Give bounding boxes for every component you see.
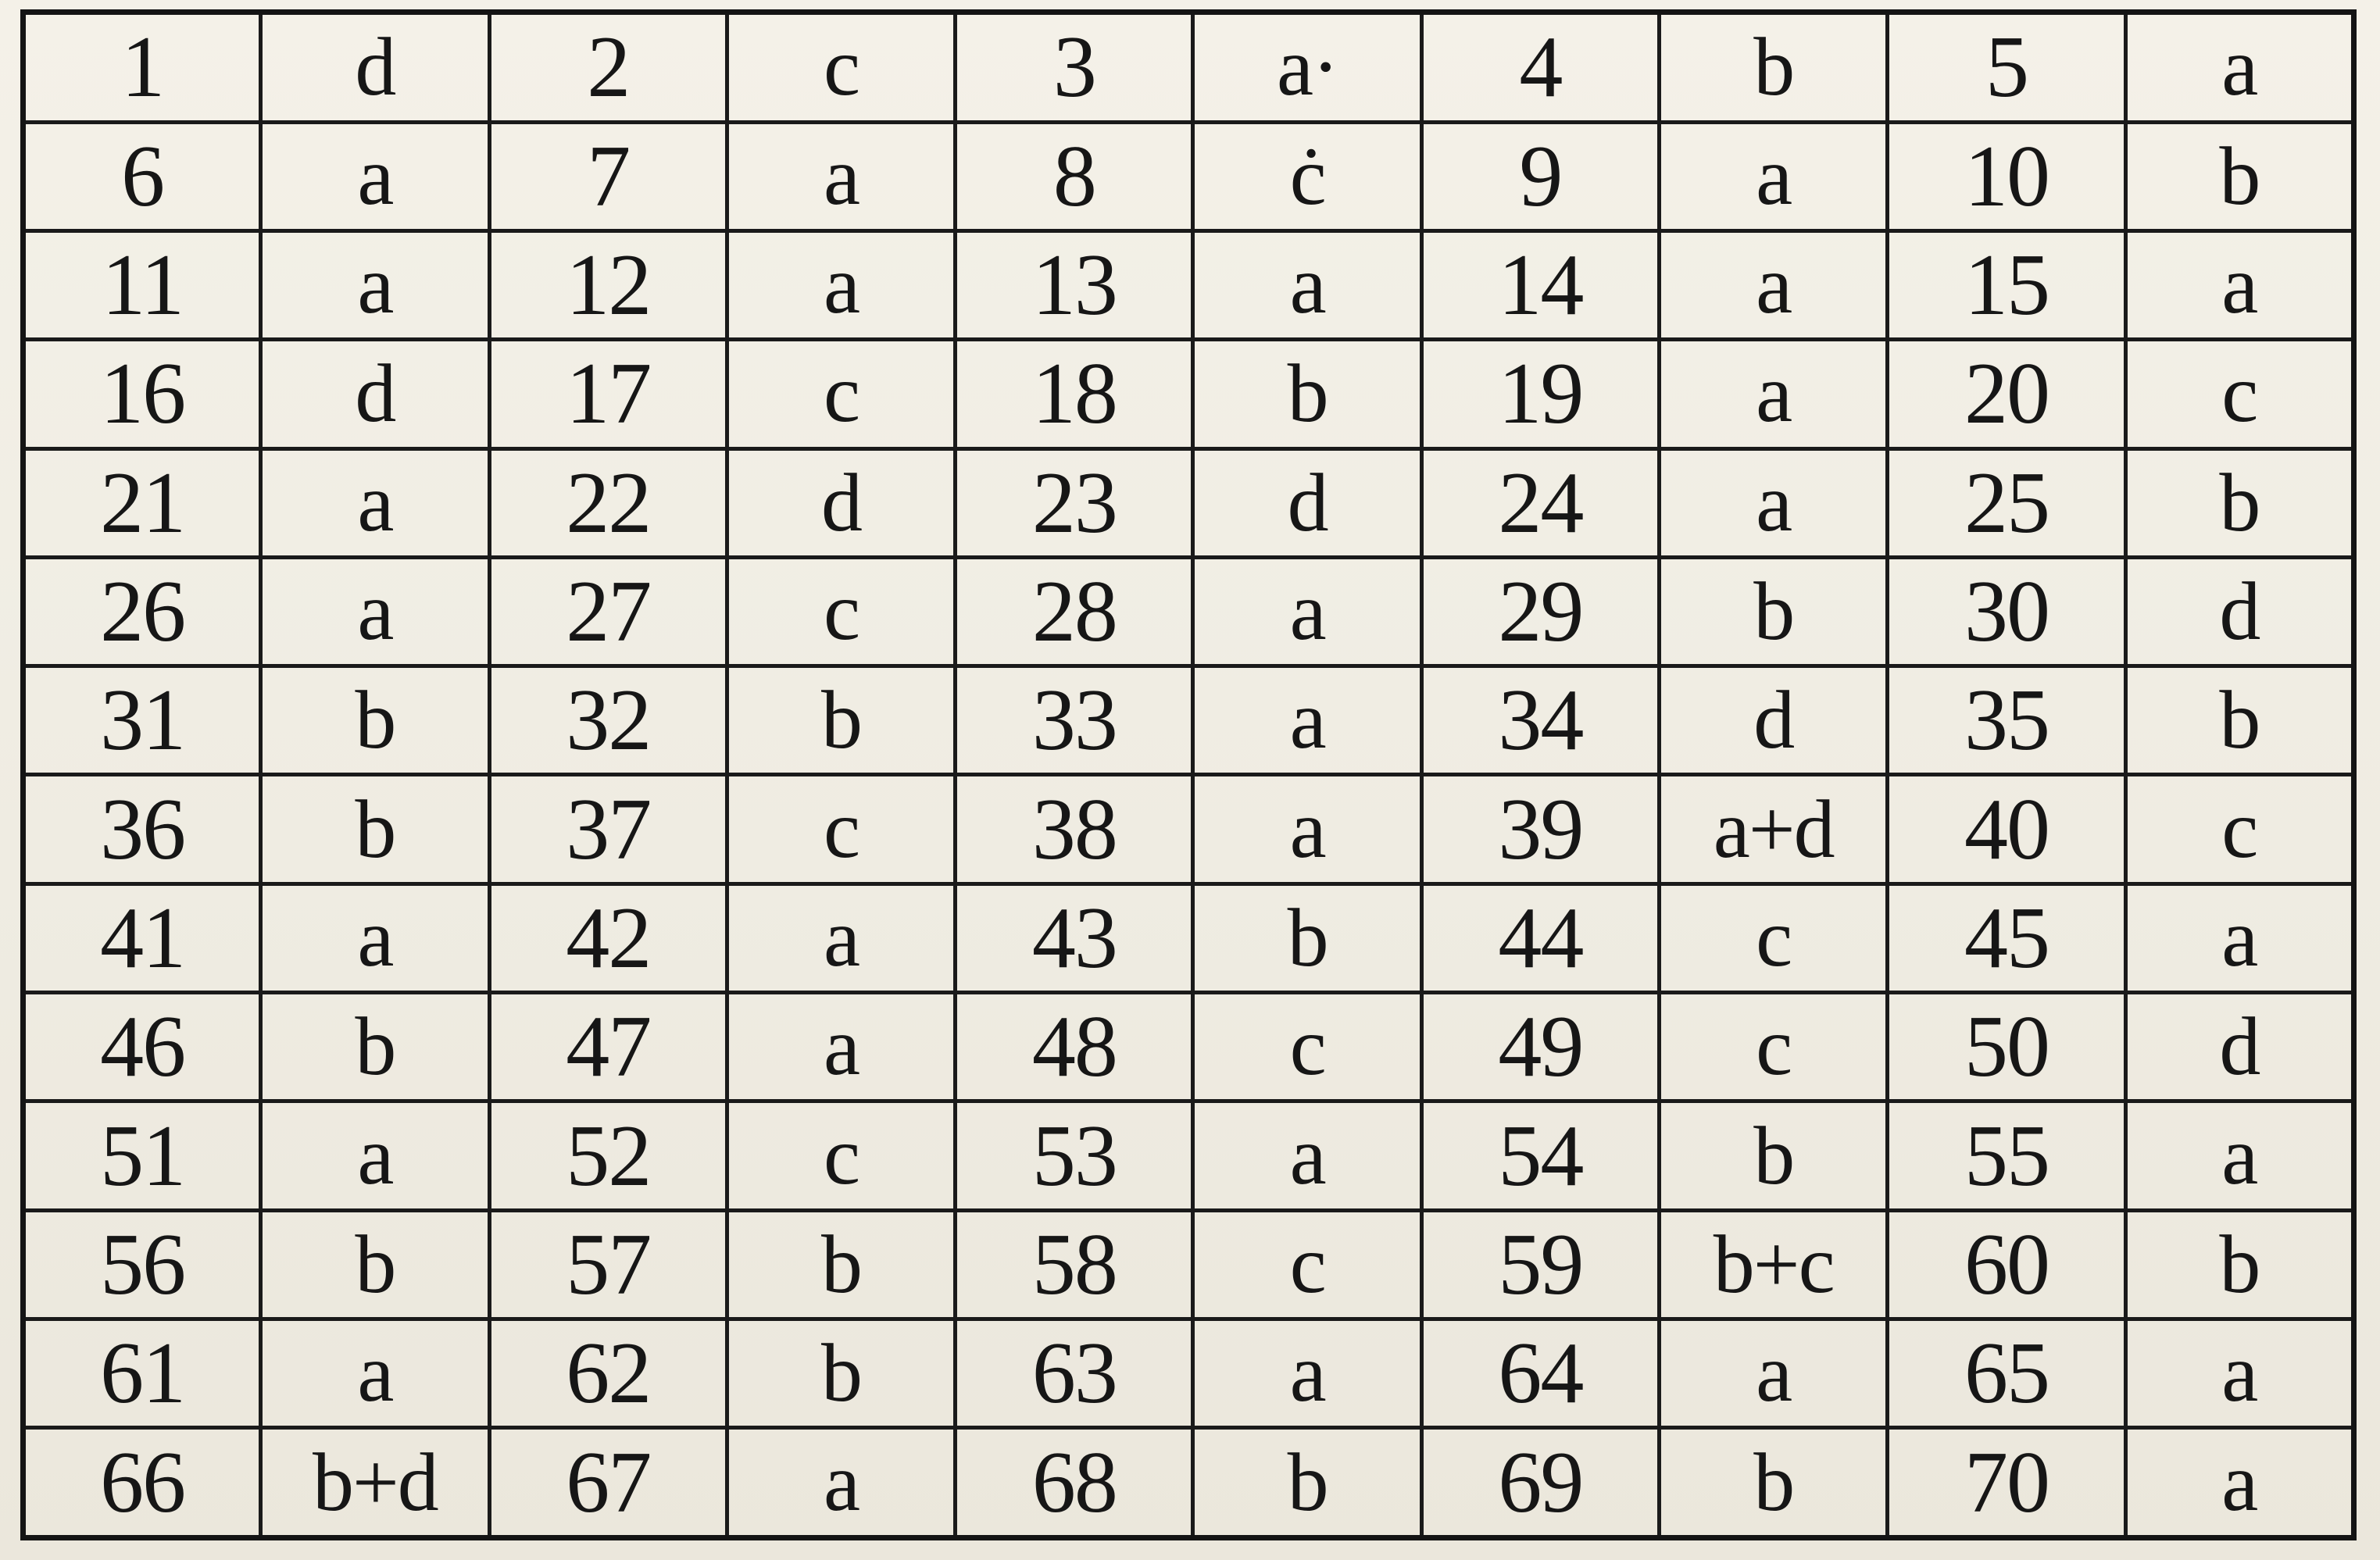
table-row <box>23 448 2354 557</box>
answer-cell: a <box>1660 1319 1888 1428</box>
answer-cell: d <box>727 448 955 557</box>
answer-cell: a <box>727 230 955 339</box>
answer-cell: a <box>261 1319 489 1428</box>
answer-cell: c <box>727 775 955 884</box>
answer-cell: a <box>261 884 489 992</box>
question-number-cell: 7 <box>489 122 727 230</box>
question-number-cell: 14 <box>1421 230 1659 339</box>
answer-cell: c <box>2125 775 2353 884</box>
question-number-cell: 65 <box>1888 1319 2125 1428</box>
question-number-cell: 10 <box>1888 122 2125 230</box>
answer-cell: a <box>1193 1319 1421 1428</box>
question-number-cell: 43 <box>956 884 1193 992</box>
question-number-cell: 33 <box>956 666 1193 775</box>
question-number-cell: 36 <box>23 775 261 884</box>
answer-cell: b <box>1193 340 1421 448</box>
question-number-cell: 63 <box>956 1319 1193 1428</box>
answer-cell: b <box>2125 1210 2353 1319</box>
answer-cell: c <box>1660 993 1888 1101</box>
answer-cell: b <box>727 1319 955 1428</box>
table-row <box>23 884 2354 992</box>
question-number-cell: 58 <box>956 1210 1193 1319</box>
question-number-cell: 24 <box>1421 448 1659 557</box>
answer-cell: a <box>1193 1101 1421 1210</box>
question-number-cell: 25 <box>1888 448 2125 557</box>
question-number-cell: 38 <box>956 775 1193 884</box>
question-number-cell: 62 <box>489 1319 727 1428</box>
answer-cell: b <box>1660 557 1888 666</box>
answer-cell: a <box>1660 122 1888 230</box>
question-number-cell: 5 <box>1888 12 2125 123</box>
answer-cell: a <box>1660 230 1888 339</box>
table-row <box>23 230 2354 339</box>
answer-cell: a <box>2125 884 2353 992</box>
question-number-cell: 45 <box>1888 884 2125 992</box>
answer-cell: b <box>1660 1428 1888 1538</box>
answer-cell: a <box>2125 1101 2353 1210</box>
table-row <box>23 1101 2354 1210</box>
question-number-cell: 68 <box>956 1428 1193 1538</box>
answer-cell: c <box>727 557 955 666</box>
answer-cell: a <box>261 230 489 339</box>
question-number-cell: 6 <box>23 122 261 230</box>
table-row <box>23 557 2354 666</box>
question-number-cell: 13 <box>956 230 1193 339</box>
answer-cell: b <box>261 1210 489 1319</box>
answer-cell: c <box>727 12 955 123</box>
question-number-cell: 48 <box>956 993 1193 1101</box>
question-number-cell: 3 <box>956 12 1193 123</box>
question-number-cell: 37 <box>489 775 727 884</box>
answer-cell: a <box>261 122 489 230</box>
question-number-cell: 40 <box>1888 775 2125 884</box>
answer-cell: b <box>2125 448 2353 557</box>
answer-cell: b <box>727 1210 955 1319</box>
answer-cell: c <box>2125 340 2353 448</box>
question-number-cell: 9 <box>1421 122 1659 230</box>
answer-cell: ċ <box>1193 122 1421 230</box>
table-row <box>23 340 2354 448</box>
question-number-cell: 53 <box>956 1101 1193 1210</box>
question-number-cell: 67 <box>489 1428 727 1538</box>
answer-cell: a <box>1660 448 1888 557</box>
answer-cell: c <box>1660 884 1888 992</box>
table-row <box>23 775 2354 884</box>
question-number-cell: 56 <box>23 1210 261 1319</box>
answer-cell: a <box>2125 1319 2353 1428</box>
table-row <box>23 1319 2354 1428</box>
table-row <box>23 12 2354 123</box>
question-number-cell: 66 <box>23 1428 261 1538</box>
question-number-cell: 46 <box>23 993 261 1101</box>
question-number-cell: 44 <box>1421 884 1659 992</box>
question-number-cell: 17 <box>489 340 727 448</box>
answer-cell: a <box>1193 666 1421 775</box>
question-number-cell: 15 <box>1888 230 2125 339</box>
answer-cell: a+d <box>1660 775 1888 884</box>
question-number-cell: 1 <box>23 12 261 123</box>
answer-cell: c <box>1193 1210 1421 1319</box>
question-number-cell: 16 <box>23 340 261 448</box>
answer-cell: a <box>2125 12 2353 123</box>
question-number-cell: 61 <box>23 1319 261 1428</box>
answer-cell: a <box>261 448 489 557</box>
question-number-cell: 29 <box>1421 557 1659 666</box>
question-number-cell: 27 <box>489 557 727 666</box>
question-number-cell: 64 <box>1421 1319 1659 1428</box>
answer-cell: a <box>1193 557 1421 666</box>
answer-cell: a <box>727 1428 955 1538</box>
answer-cell: a <box>261 1101 489 1210</box>
answer-cell: a <box>727 993 955 1101</box>
question-number-cell: 52 <box>489 1101 727 1210</box>
question-number-cell: 22 <box>489 448 727 557</box>
table-row <box>23 993 2354 1101</box>
question-number-cell: 28 <box>956 557 1193 666</box>
answer-cell: b <box>2125 666 2353 775</box>
question-number-cell: 42 <box>489 884 727 992</box>
answer-key-table <box>20 9 2357 1540</box>
answer-cell: d <box>1660 666 1888 775</box>
question-number-cell: 50 <box>1888 993 2125 1101</box>
question-number-cell: 70 <box>1888 1428 2125 1538</box>
question-number-cell: 2 <box>489 12 727 123</box>
question-number-cell: 19 <box>1421 340 1659 448</box>
answer-cell: b <box>1193 1428 1421 1538</box>
question-number-cell: 55 <box>1888 1101 2125 1210</box>
answer-cell: b+c <box>1660 1210 1888 1319</box>
question-number-cell: 20 <box>1888 340 2125 448</box>
answer-cell: d <box>261 12 489 123</box>
table-row <box>23 1428 2354 1538</box>
answer-cell: b <box>261 666 489 775</box>
question-number-cell: 32 <box>489 666 727 775</box>
question-number-cell: 12 <box>489 230 727 339</box>
answer-cell: b <box>2125 122 2353 230</box>
answer-cell: a <box>2125 1428 2353 1538</box>
answer-cell: a <box>1660 340 1888 448</box>
answer-cell: b <box>1193 884 1421 992</box>
question-number-cell: 41 <box>23 884 261 992</box>
question-number-cell: 26 <box>23 557 261 666</box>
answer-cell: b <box>727 666 955 775</box>
question-number-cell: 49 <box>1421 993 1659 1101</box>
answer-cell: a <box>727 122 955 230</box>
question-number-cell: 8 <box>956 122 1193 230</box>
answer-key-body <box>23 12 2354 1538</box>
question-number-cell: 39 <box>1421 775 1659 884</box>
question-number-cell: 11 <box>23 230 261 339</box>
answer-cell: d <box>1193 448 1421 557</box>
table-row <box>23 122 2354 230</box>
question-number-cell: 34 <box>1421 666 1659 775</box>
answer-cell: a <box>261 557 489 666</box>
answer-cell: d <box>2125 557 2353 666</box>
answer-cell: c <box>727 340 955 448</box>
question-number-cell: 47 <box>489 993 727 1101</box>
question-number-cell: 60 <box>1888 1210 2125 1319</box>
answer-cell: b <box>1660 12 1888 123</box>
answer-cell: b <box>261 775 489 884</box>
question-number-cell: 54 <box>1421 1101 1659 1210</box>
question-number-cell: 69 <box>1421 1428 1659 1538</box>
answer-cell: b+d <box>261 1428 489 1538</box>
answer-cell: a <box>1193 775 1421 884</box>
question-number-cell: 30 <box>1888 557 2125 666</box>
question-number-cell: 51 <box>23 1101 261 1210</box>
answer-cell: d <box>261 340 489 448</box>
question-number-cell: 59 <box>1421 1210 1659 1319</box>
answer-cell: a <box>727 884 955 992</box>
answer-cell: b <box>261 993 489 1101</box>
answer-cell: a· <box>1193 12 1421 123</box>
table-row <box>23 666 2354 775</box>
question-number-cell: 35 <box>1888 666 2125 775</box>
answer-cell: b <box>1660 1101 1888 1210</box>
question-number-cell: 21 <box>23 448 261 557</box>
question-number-cell: 23 <box>956 448 1193 557</box>
question-number-cell: 4 <box>1421 12 1659 123</box>
question-number-cell: 31 <box>23 666 261 775</box>
question-number-cell: 18 <box>956 340 1193 448</box>
answer-cell: c <box>727 1101 955 1210</box>
answer-cell: a <box>1193 230 1421 339</box>
table-row <box>23 1210 2354 1319</box>
answer-cell: a <box>2125 230 2353 339</box>
question-number-cell: 57 <box>489 1210 727 1319</box>
answer-cell: d <box>2125 993 2353 1101</box>
answer-cell: c <box>1193 993 1421 1101</box>
